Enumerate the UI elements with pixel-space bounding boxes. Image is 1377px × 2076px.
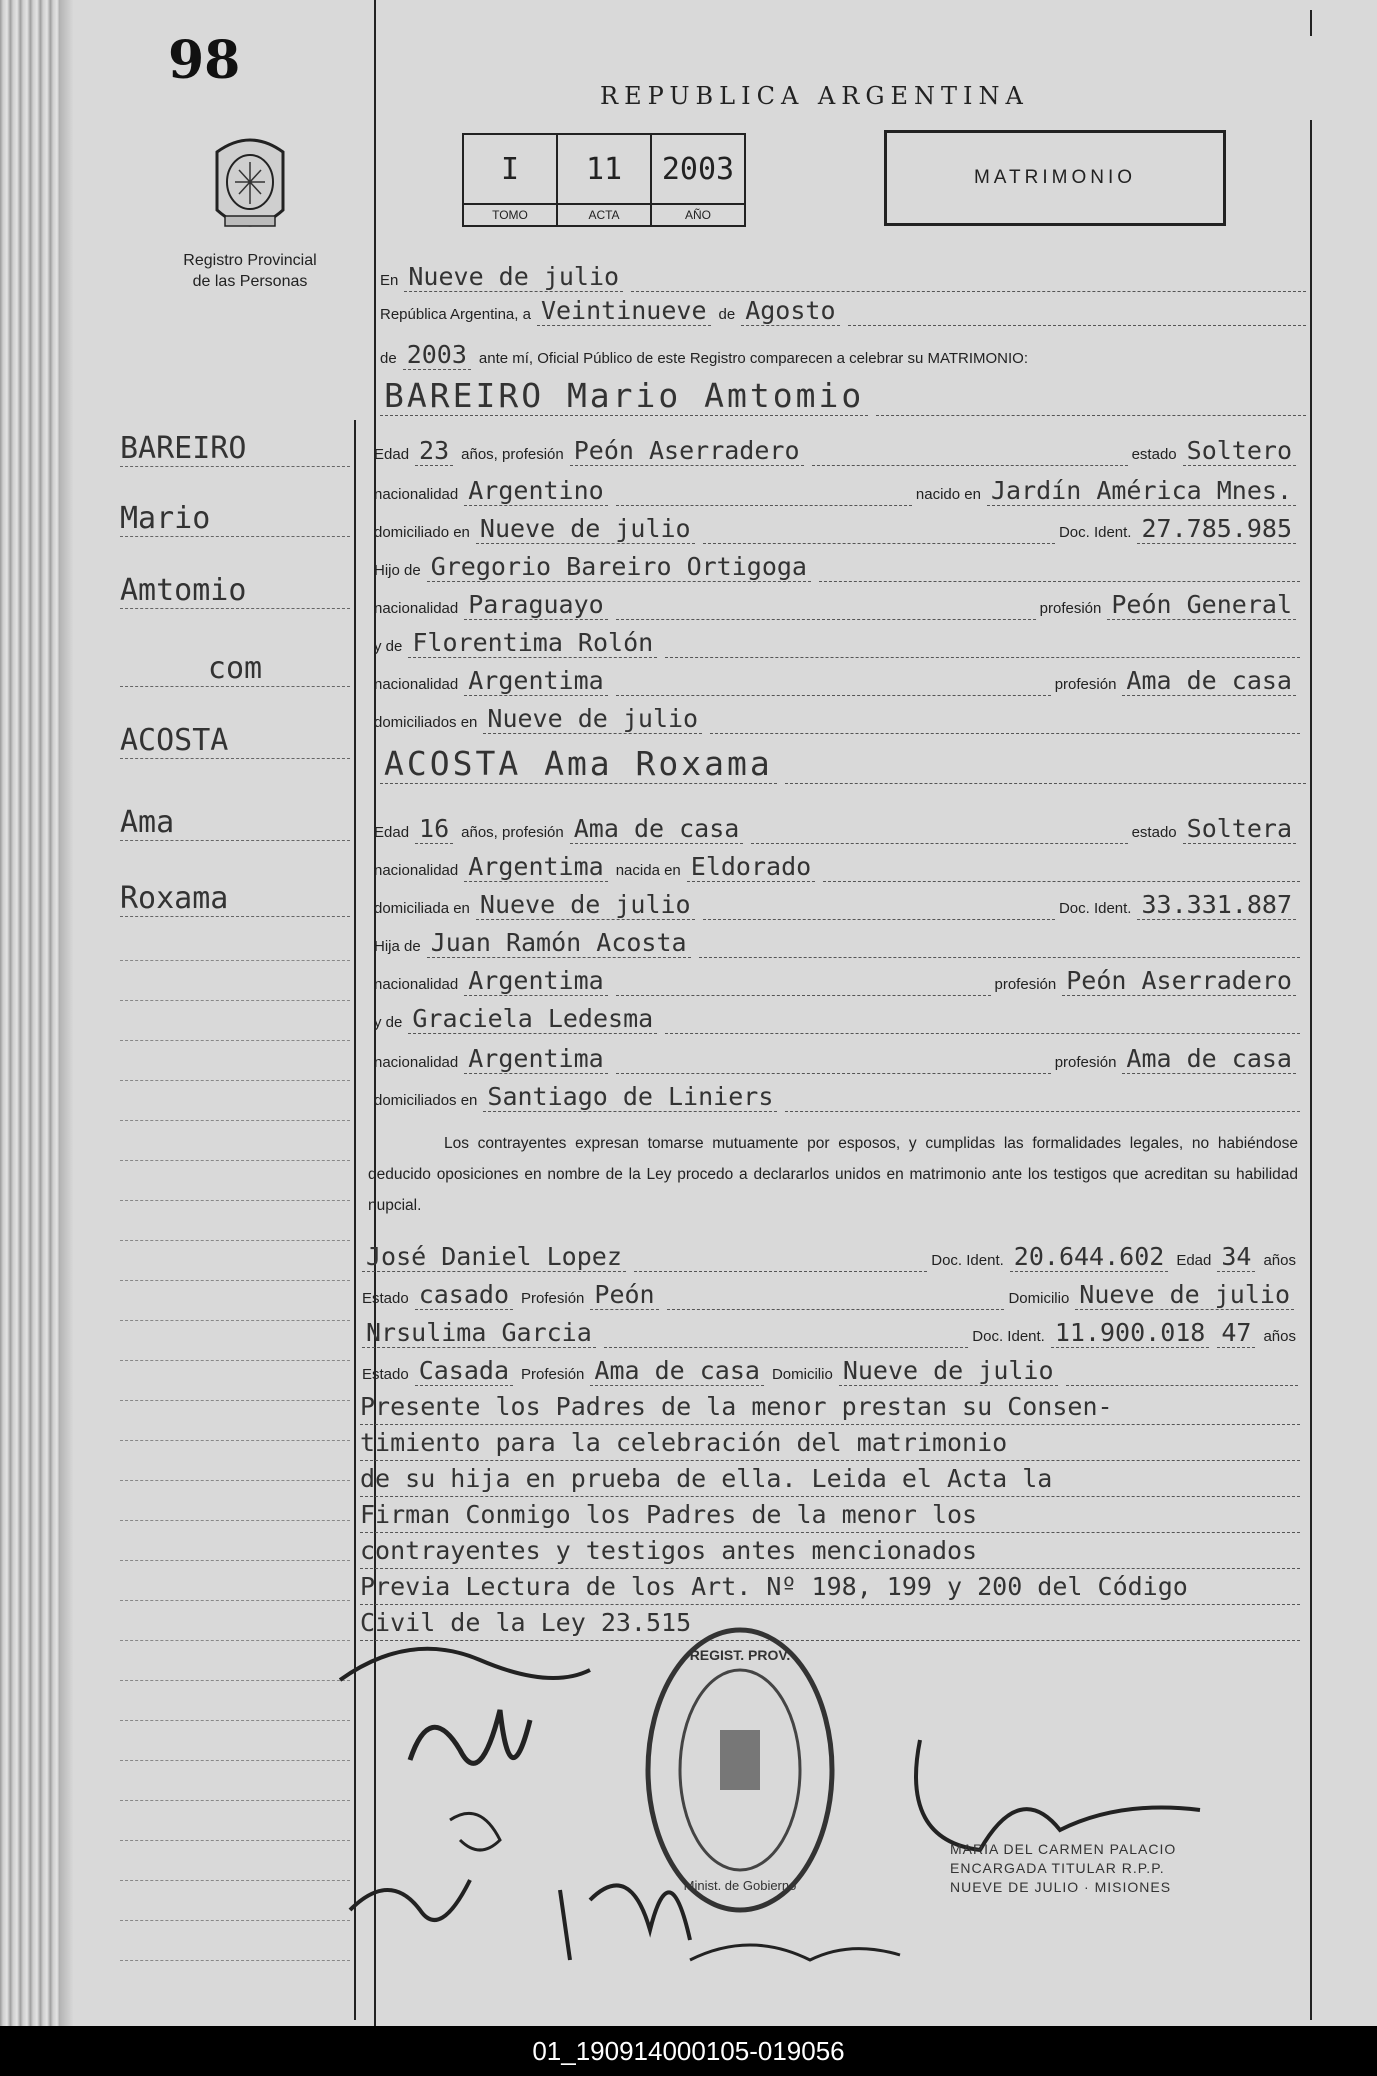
margin-name-line bbox=[120, 420, 350, 467]
declaration-paragraph: Los contrayentes expresan tomarse mutuamente por esposos, y cumplidas las formalidades legales, no habiéndose deducido oposiciones en nombre de la Ley procedo a declararlos unidos en matrimonio ante los testigos que acreditan su habilidad nupcial. bbox=[368, 1135, 1298, 1214]
provincial-seal-icon bbox=[205, 132, 295, 242]
groom-father-profession: Peón General bbox=[1107, 590, 1296, 620]
groom-mother-details-line bbox=[374, 662, 1304, 696]
margin-rule-line bbox=[120, 1680, 350, 1681]
margin-surname-bride: ACOSTA bbox=[120, 723, 229, 758]
bride-father-nationality: Argentima bbox=[464, 966, 607, 996]
act-year: 2003 bbox=[403, 340, 471, 370]
witness2-domicile: Nueve de julio bbox=[839, 1356, 1058, 1386]
acta-value: 11 bbox=[585, 151, 623, 187]
right-rule bbox=[1310, 120, 1312, 2020]
groom-civil-status: Soltero bbox=[1183, 436, 1296, 466]
bride-parents-dom-label: domiciliados en bbox=[374, 1092, 478, 1109]
witness1-civil-status: casado bbox=[415, 1280, 513, 1310]
groom-doc-label: Doc. Ident. bbox=[1058, 524, 1132, 541]
groom-parents-dom-label: domiciliados en bbox=[374, 714, 478, 731]
witness2-civil-status: Casada bbox=[415, 1356, 513, 1386]
groom-age: 23 bbox=[415, 436, 453, 466]
witness1-details-line bbox=[362, 1276, 1302, 1310]
hija-label: Hija de bbox=[374, 938, 421, 955]
margin-surname-groom: BAREIRO bbox=[120, 431, 247, 466]
margin-rule-line bbox=[120, 1480, 350, 1481]
groom-mother-nationality: Argentima bbox=[464, 666, 607, 696]
margin-middlename-groom: Amtomio bbox=[120, 573, 247, 608]
witness2-details-line bbox=[362, 1352, 1302, 1386]
registry-line-1: Registro Provincial bbox=[183, 252, 317, 269]
groom-doc-number: 27.785.985 bbox=[1137, 514, 1296, 544]
en-label: En bbox=[380, 272, 399, 289]
margin-rule-line bbox=[120, 1360, 350, 1361]
bride-doc-number: 33.331.887 bbox=[1137, 890, 1296, 920]
bride-mother-name: Graciela Ledesma bbox=[408, 1004, 657, 1034]
margin-rule-line bbox=[120, 1120, 350, 1121]
bride-father-details-line bbox=[374, 962, 1304, 996]
bride-doc-label: Doc. Ident. bbox=[1058, 900, 1132, 917]
intro-place-line bbox=[380, 258, 1310, 292]
witness1-prof-label: Profesión bbox=[521, 1290, 585, 1307]
book-binding-shadow bbox=[60, 0, 74, 2026]
witness2-profession: Ama de casa bbox=[590, 1356, 764, 1386]
yde-label: y de bbox=[374, 638, 403, 655]
witness1-profession: Peón bbox=[590, 1280, 658, 1310]
yde-label-2: y de bbox=[374, 1014, 403, 1031]
bride-father-profession: Peón Aserradero bbox=[1062, 966, 1296, 996]
hijo-label: Hijo de bbox=[374, 562, 421, 579]
intro-year-line bbox=[380, 336, 1310, 370]
witness1-dom-label: Domicilio bbox=[1008, 1290, 1070, 1307]
margin-name-line bbox=[120, 490, 350, 537]
anio-label: AÑO bbox=[684, 208, 711, 222]
act-month: Agosto bbox=[741, 296, 839, 326]
bride-domicile-line bbox=[374, 886, 1304, 920]
bride-nationality: Argentima bbox=[464, 852, 607, 882]
bride-parents-domicile-line bbox=[374, 1078, 1304, 1112]
margin-rule-line bbox=[120, 1560, 350, 1561]
groom-parents-domicile: Nueve de julio bbox=[483, 704, 702, 734]
bride-parents-domicile: Santiago de Liniers bbox=[483, 1082, 777, 1112]
groom-nacido-label: nacido en bbox=[915, 486, 981, 503]
margin-rule-line bbox=[120, 1200, 350, 1201]
witness1-name: José Daniel Lopez bbox=[362, 1242, 626, 1272]
note-line: de su hija en prueba de ella. Leida el Acta la bbox=[360, 1464, 1300, 1497]
groom-father-nationality: Paraguayo bbox=[464, 590, 607, 620]
margin-rule-line bbox=[120, 1440, 350, 1441]
witness2-dom-label: Domicilio bbox=[771, 1366, 833, 1383]
svg-text:REGIST. PROV.: REGIST. PROV. bbox=[689, 1647, 791, 1663]
groom-father-name: Gregorio Bareiro Ortigoga bbox=[427, 552, 811, 582]
groom-parents-domicile-line bbox=[374, 700, 1304, 734]
de-label: de bbox=[718, 306, 736, 323]
groom-mother-name: Florentima Rolón bbox=[408, 628, 657, 658]
groom-domicile-line bbox=[374, 510, 1304, 544]
groom-estado-label: estado bbox=[1131, 446, 1177, 463]
corner-mark bbox=[1310, 10, 1312, 36]
acta-label: ACTA bbox=[588, 208, 620, 222]
bride-profession: Ama de casa bbox=[570, 814, 744, 844]
witness1-anos-label: años bbox=[1263, 1252, 1296, 1269]
bride-full-name: ACOSTA Ama Roxama bbox=[380, 744, 777, 784]
margin-rule-line bbox=[120, 1880, 350, 1881]
margin-rule-line bbox=[120, 1720, 350, 1721]
tomo-label: TOMO bbox=[492, 208, 528, 222]
margin-rule-line bbox=[120, 1080, 350, 1081]
groom-mother-nac-label: nacionalidad bbox=[374, 676, 459, 693]
witness1-doc: 20.644.602 bbox=[1010, 1242, 1169, 1272]
margin-name-line bbox=[120, 562, 350, 609]
bride-prof-label: años, profesión bbox=[461, 824, 564, 841]
groom-nationality-line bbox=[374, 472, 1304, 506]
bride-age: 16 bbox=[415, 814, 453, 844]
de2-label: de bbox=[380, 350, 397, 367]
bride-mother-profession: Ama de casa bbox=[1122, 1044, 1296, 1074]
bride-mother-nac-label: nacionalidad bbox=[374, 1054, 459, 1071]
bride-mother-line bbox=[374, 1000, 1304, 1034]
groom-age-line bbox=[374, 432, 1304, 466]
witness2-name: Nrsulima Garcia bbox=[362, 1318, 596, 1348]
note-line: Civil de la Ley 23.515 bbox=[360, 1608, 1300, 1641]
tomo-value: I bbox=[500, 151, 520, 187]
anio-value: 2003 bbox=[661, 151, 735, 187]
margin-rule-line bbox=[120, 1600, 350, 1601]
bride-civil-status: Soltera bbox=[1183, 814, 1296, 844]
witness1-estado-label: Estado bbox=[362, 1290, 409, 1307]
note-line: Previa Lectura de los Art. Nº 198, 199 y 200 del Código bbox=[360, 1572, 1300, 1605]
margin-rule-line bbox=[120, 1920, 350, 1921]
official-office: NUEVE DE JULIO · MISIONES bbox=[950, 1879, 1172, 1895]
groom-father-details-line bbox=[374, 586, 1304, 620]
margin-rule-line bbox=[120, 1840, 350, 1841]
bride-father-prof-label: profesión bbox=[994, 976, 1057, 993]
margin-rule-line bbox=[120, 1960, 350, 1961]
groom-birthplace: Jardín América Mnes. bbox=[987, 476, 1296, 506]
groom-father-prof-label: profesión bbox=[1039, 600, 1102, 617]
book-page-edges bbox=[0, 0, 60, 2026]
note-line: contrayentes y testigos antes mencionados bbox=[360, 1536, 1300, 1569]
margin-firstname-bride: Ama bbox=[120, 805, 175, 840]
groom-father-line bbox=[374, 548, 1304, 582]
witness1-doc-label: Doc. Ident. bbox=[931, 1252, 1004, 1269]
groom-domicile: Nueve de julio bbox=[476, 514, 695, 544]
bride-age-line bbox=[374, 810, 1304, 844]
groom-nationality: Argentino bbox=[464, 476, 607, 506]
margin-rule-line bbox=[120, 1760, 350, 1761]
margin-rule-line bbox=[120, 1040, 350, 1041]
bride-edad-label: Edad bbox=[374, 824, 410, 841]
bride-name-line bbox=[380, 740, 1310, 784]
groom-name-line bbox=[380, 372, 1310, 416]
groom-full-name: BAREIRO Mario Amtomio bbox=[380, 376, 868, 416]
svg-text:Minist. de Gobierno: Minist. de Gobierno bbox=[683, 1878, 797, 1893]
margin-name-line bbox=[120, 870, 350, 917]
intro-date-line bbox=[380, 292, 1310, 326]
bride-nationality-line bbox=[374, 848, 1304, 882]
registry-line-2: de las Personas bbox=[192, 273, 308, 290]
groom-edad-label: Edad bbox=[374, 446, 410, 463]
margin-firstname-groom: Mario bbox=[120, 501, 211, 536]
folio-number: 98 bbox=[168, 30, 241, 91]
bride-estado-label: estado bbox=[1131, 824, 1177, 841]
country-title: REPUBLICA ARGENTINA bbox=[600, 82, 1029, 110]
groom-mother-line bbox=[374, 624, 1304, 658]
margin-middlename-bride: Roxama bbox=[120, 881, 229, 916]
note-line: Presente los Padres de la menor prestan su Consen- bbox=[360, 1392, 1300, 1425]
bride-father-nac-label: nacionalidad bbox=[374, 976, 459, 993]
groom-mother-profession: Ama de casa bbox=[1122, 666, 1296, 696]
bride-mother-details-line bbox=[374, 1040, 1304, 1074]
act-place: Nueve de julio bbox=[404, 262, 623, 292]
witness2-prof-label: Profesión bbox=[521, 1366, 585, 1383]
margin-rule-line bbox=[120, 960, 350, 961]
margin-rule-line bbox=[120, 1160, 350, 1161]
margin-name-line bbox=[120, 712, 350, 759]
witness1-age: 34 bbox=[1217, 1242, 1255, 1272]
groom-father-nac-label: nacionalidad bbox=[374, 600, 459, 617]
bride-dom-label: domiciliada en bbox=[374, 900, 470, 917]
witness1-edad-label: Edad bbox=[1176, 1252, 1212, 1269]
bride-birthplace: Eldorado bbox=[687, 852, 815, 882]
margin-rule-line bbox=[120, 1800, 350, 1801]
bride-domicile: Nueve de julio bbox=[476, 890, 695, 920]
groom-profession: Peón Aserradero bbox=[570, 436, 804, 466]
groom-mother-prof-label: profesión bbox=[1054, 676, 1117, 693]
margin-name-line bbox=[120, 794, 350, 841]
groom-dom-label: domiciliado en bbox=[374, 524, 470, 541]
margin-rule-line bbox=[120, 1000, 350, 1001]
tomo-acta-anio-box bbox=[462, 133, 746, 227]
witness2-doc: 11.900.018 bbox=[1051, 1318, 1210, 1348]
margin-rule-line bbox=[120, 1400, 350, 1401]
witness2-line bbox=[362, 1314, 1302, 1348]
note-line: timiento para la celebración del matrimonio bbox=[360, 1428, 1300, 1461]
groom-nac-label: nacionalidad bbox=[374, 486, 459, 503]
bride-father-name: Juan Ramón Acosta bbox=[427, 928, 691, 958]
act-day: Veintinueve bbox=[537, 296, 711, 326]
registry-name bbox=[160, 250, 340, 292]
witness1-domicile: Nueve de julio bbox=[1075, 1280, 1294, 1310]
witness1-line bbox=[362, 1238, 1302, 1272]
official-block bbox=[950, 1840, 1176, 1897]
margin-rule-line bbox=[120, 1280, 350, 1281]
official-role: ENCARGADA TITULAR R.P.P. bbox=[950, 1860, 1165, 1876]
margin-rule-line bbox=[120, 1640, 350, 1641]
witness2-anos-label: años bbox=[1263, 1328, 1296, 1345]
document-type-box: MATRIMONIO bbox=[884, 130, 1226, 226]
scan-id-bar: 01_190914000105-019056 bbox=[0, 2026, 1377, 2076]
bride-nac-label: nacionalidad bbox=[374, 862, 459, 879]
margin-rule-line bbox=[120, 1320, 350, 1321]
witness2-doc-label: Doc. Ident. bbox=[972, 1328, 1045, 1345]
margin-com: com bbox=[207, 651, 263, 686]
bride-mother-nationality: Argentima bbox=[464, 1044, 607, 1074]
margin-rule-line bbox=[120, 1520, 350, 1521]
witness2-age: 47 bbox=[1217, 1318, 1255, 1348]
witness2-estado-label: Estado bbox=[362, 1366, 409, 1383]
official-name: MARIA DEL CARMEN PALACIO bbox=[950, 1841, 1177, 1857]
republica-label: República Argentina, a bbox=[380, 306, 531, 323]
intro-text: ante mí, Oficial Público de este Registro comparecen a celebrar su MATRIMONIO: bbox=[478, 350, 1029, 367]
margin-name-line bbox=[120, 640, 350, 687]
groom-prof-label: años, profesión bbox=[461, 446, 564, 463]
bride-father-line bbox=[374, 924, 1304, 958]
note-line: Firman Conmigo los Padres de la menor los bbox=[360, 1500, 1300, 1533]
margin-rule-line bbox=[120, 1240, 350, 1241]
bride-nacida-label: nacida en bbox=[615, 862, 681, 879]
bride-mother-prof-label: profesión bbox=[1054, 1054, 1117, 1071]
